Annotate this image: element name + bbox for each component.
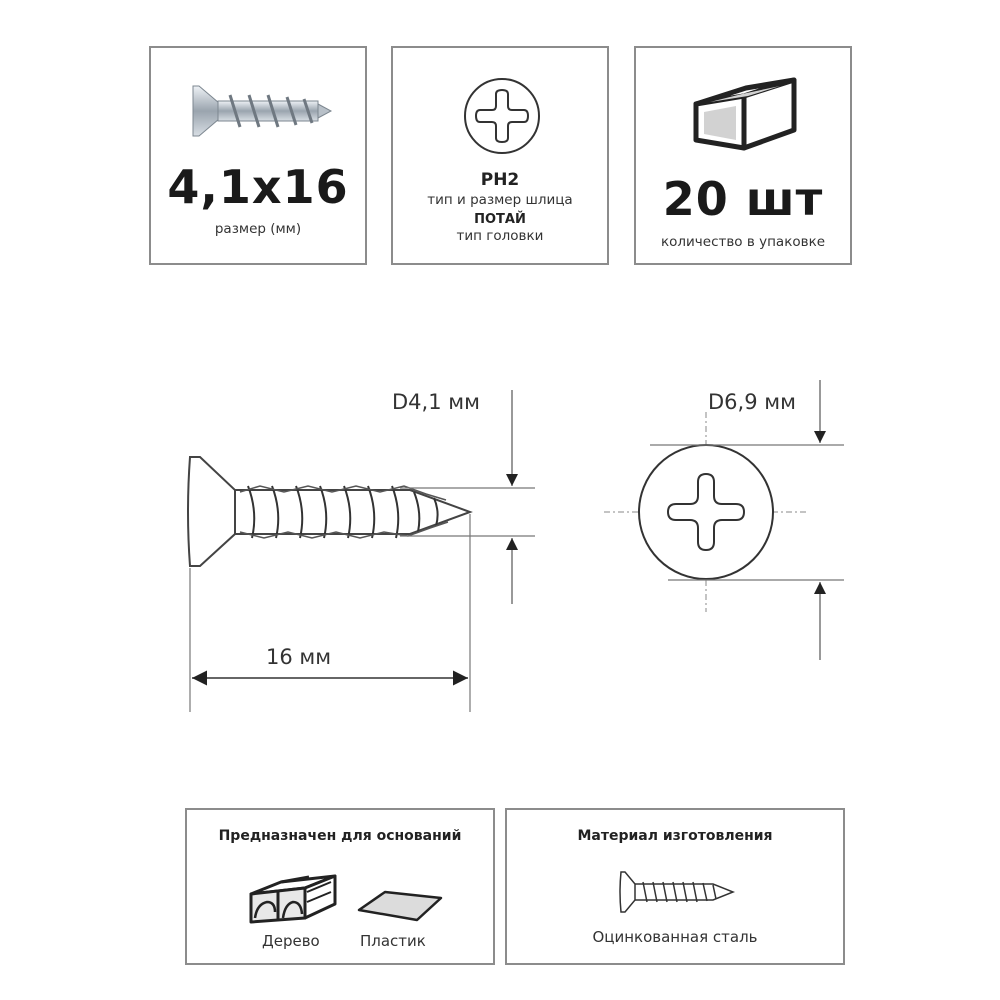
screw-head-top-view <box>604 412 808 612</box>
plastic-plate-icon <box>355 888 445 924</box>
bases-card <box>185 808 495 965</box>
phillips-cross-icon <box>462 76 542 156</box>
screw-side-view <box>188 457 470 566</box>
length-dimension <box>190 514 470 712</box>
head-type-value: ПОТАЙ <box>474 212 526 227</box>
thread-diameter-dimension <box>400 390 535 604</box>
slot-value: PH2 <box>480 170 520 190</box>
slot-caption: тип и размер шлица <box>427 192 573 208</box>
slot-card <box>391 46 609 265</box>
head-type-caption: тип головки <box>456 228 544 244</box>
length-label: 16 мм <box>266 645 332 669</box>
base-item-plastic-label: Пластик <box>360 932 426 950</box>
base-item-wood-label: Дерево <box>262 932 320 950</box>
thread-diameter-label: D4,1 мм <box>392 390 480 414</box>
quantity-card <box>634 46 852 265</box>
package-box-icon <box>690 66 800 156</box>
size-caption: размер (мм) <box>214 221 302 237</box>
bases-title: Предназначен для оснований <box>218 828 462 844</box>
size-card <box>149 46 367 265</box>
size-value: 4,1x16 <box>167 160 349 214</box>
quantity-value: 20 шт <box>662 172 824 226</box>
screw-icon <box>185 76 335 146</box>
wood-block-icon <box>247 868 339 924</box>
material-label: Оцинкованная сталь <box>592 928 758 946</box>
material-card <box>505 808 845 965</box>
quantity-caption: количество в упаковке <box>660 234 826 250</box>
head-diameter-label: D6,9 мм <box>708 390 796 414</box>
material-title: Материал изготовления <box>577 828 773 844</box>
screw-icon <box>617 870 737 914</box>
technical-drawing <box>0 360 1000 760</box>
